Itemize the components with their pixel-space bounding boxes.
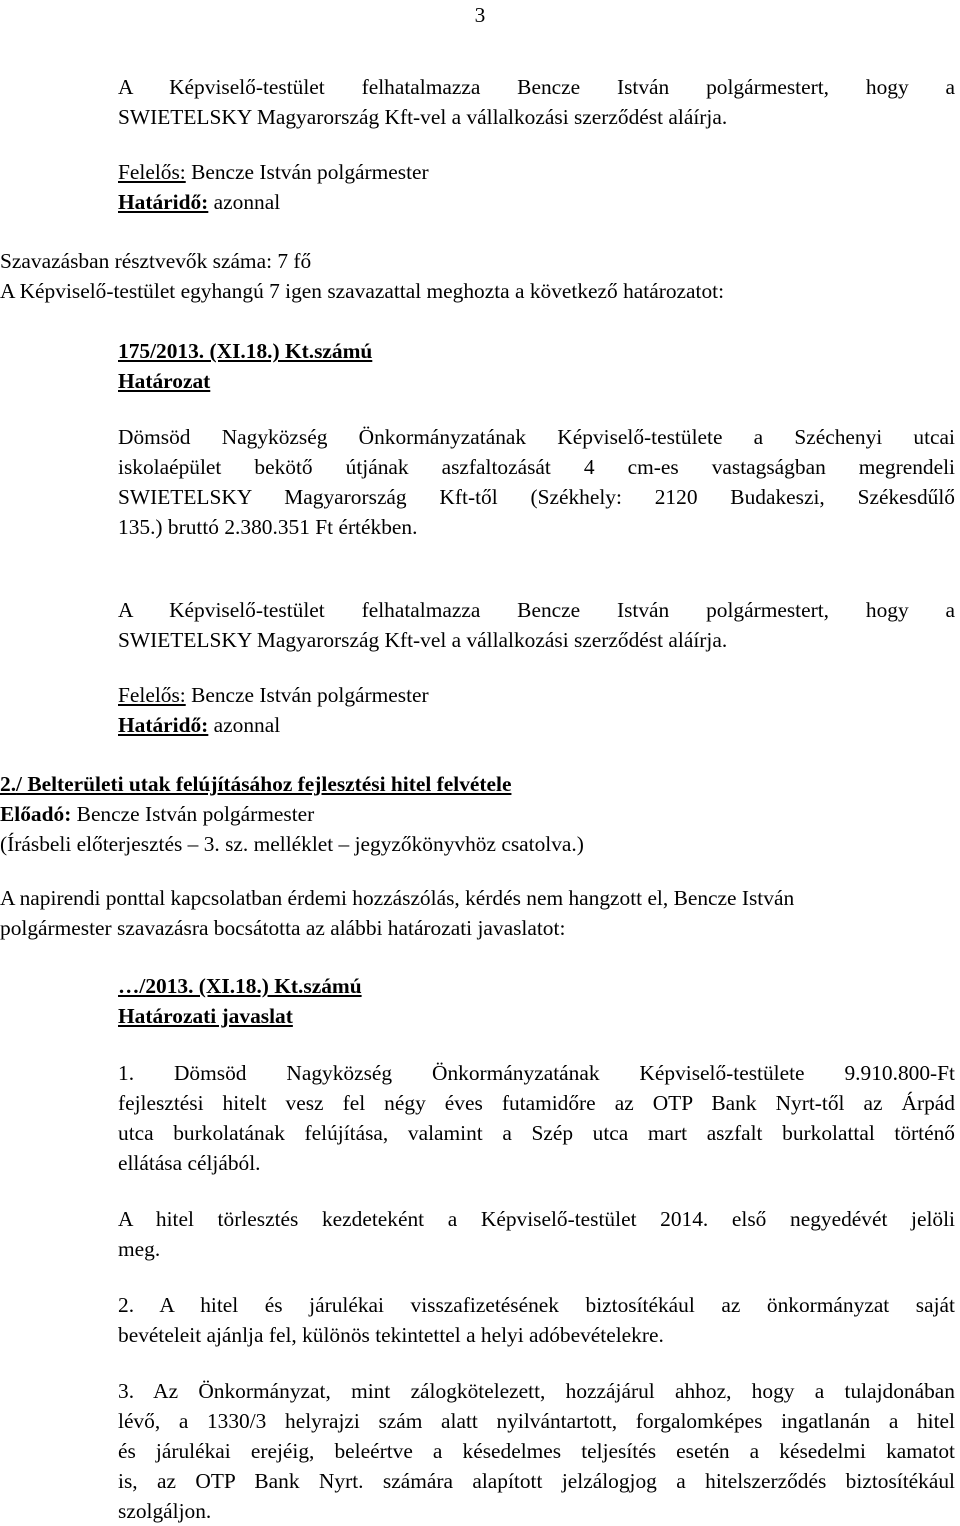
text-line: szolgáljon. xyxy=(118,1499,212,1523)
deadline-line xyxy=(118,187,955,217)
text-line: A Képviselő-testület felhatalmazza Bencze István polgármestert, hogy a xyxy=(118,75,955,99)
text-line: utca burkolatának felújítása, valamint a Szép utca mart aszfalt burkolattal történő xyxy=(118,1121,955,1145)
text-line: SWIETELSKY Magyarország Kft-vel a vállalkozási szerződést aláírja. xyxy=(118,628,728,652)
text-line: bevételeit ajánlja fel, különös tekintettel a helyi adóbevételekre. xyxy=(118,1323,664,1347)
draft-resolution-heading xyxy=(118,971,955,1031)
text-line: is, az OTP Bank Nyrt. számára alapított jelzálogjog a hitelszerződés biztosítékául xyxy=(118,1469,955,1493)
text-line: meg. xyxy=(118,1237,161,1261)
text-line: lévő, a 1330/3 helyrajzi szám alatt nyilvántartott, forgalomképes ingatlanán a hitel xyxy=(118,1409,955,1433)
resolution-body xyxy=(118,422,955,542)
deadline-label: Határidő: xyxy=(118,713,209,737)
draft-item-1 xyxy=(118,1058,955,1178)
text-line: SWIETELSKY Magyarország Kft-vel a vállalkozási szerződést aláírja. xyxy=(118,105,728,129)
deadline-line xyxy=(118,710,955,740)
responsibility-block xyxy=(118,157,955,217)
text-line: fejlesztési hitelt vesz fel négy éves futamidőre az OTP Bank Nyrt-től az Árpád xyxy=(118,1091,955,1115)
agenda-number: 2. xyxy=(0,772,17,796)
responsible-value: Bencze István polgármester xyxy=(185,160,429,184)
text-line: polgármester szavazásra bocsátotta az alábbi határozati javaslatot: xyxy=(0,916,566,940)
deadline-label: Határidő: xyxy=(118,190,209,214)
text-line: és járulékai erejéig, beleértve a késedelmes teljesítés esetén a késedelmi kamatot xyxy=(118,1439,955,1463)
text-line: 135.) bruttó 2.380.351 Ft értékben. xyxy=(118,515,418,539)
deadline-value: azonnal xyxy=(208,713,281,737)
vote-participants: Szavazásban résztvevők száma: 7 fő xyxy=(0,249,312,273)
text-line: 2. A hitel és járulékai visszafizetésének biztosítékául az önkormányzat saját xyxy=(118,1293,955,1317)
text-line: A Képviselő-testület felhatalmazza Bencze István polgármestert, hogy a xyxy=(118,598,955,622)
agenda-item xyxy=(0,769,955,859)
draft-resolution-number: …/2013. (XI.18.) Kt.számú xyxy=(118,974,362,998)
discussion-paragraph xyxy=(0,883,955,943)
text-line: iskolaépület bekötő útjának aszfaltozását 4 cm-es vastagságban megrendeli xyxy=(118,455,955,479)
agenda-title xyxy=(0,769,955,799)
resolution-type: Határozat xyxy=(118,369,211,393)
authorization-paragraph xyxy=(118,72,955,132)
text-line: 1. Dömsöd Nagyközség Önkormányzatának Képviselő-testülete 9.910.800-Ft xyxy=(118,1061,955,1085)
responsible-label: Felelős: xyxy=(118,160,186,184)
presenter-line xyxy=(0,799,955,829)
page-number xyxy=(0,0,960,30)
draft-item-3 xyxy=(118,1376,955,1526)
resolution-heading xyxy=(118,336,955,396)
text-line: A hitel törlesztés kezdeteként a Képviselő-testület 2014. első negyedévét jelöli xyxy=(118,1207,955,1231)
text-line: A napirendi ponttal kapcsolatban érdemi hozzászólás, kérdés nem hangzott el, Bencze István xyxy=(0,886,795,910)
page-number-text: 3 xyxy=(474,3,486,27)
text-line: 3. Az Önkormányzat, mint zálogkötelezett, hozzájárul ahhoz, hogy a tulajdonában xyxy=(118,1379,955,1403)
text-line: ellátása céljából. xyxy=(118,1151,261,1175)
agenda-title-text: / Belterületi utak felújításához fejlesztési hitel felvétele xyxy=(16,772,512,796)
responsible-label: Felelős: xyxy=(118,683,186,707)
responsible-line xyxy=(118,157,955,187)
resolution-number: 175/2013. (XI.18.) Kt.számú xyxy=(118,339,373,363)
presenter-value: Bencze István polgármester xyxy=(71,802,315,826)
attachment-note: (Írásbeli előterjesztés – 3. sz. melléklet – jegyzőkönyvhöz csatolva.) xyxy=(0,832,584,856)
text-line: Dömsöd Nagyközség Önkormányzatának Képviselő-testülete a Széchenyi utcai xyxy=(118,425,955,449)
repayment-paragraph xyxy=(118,1204,955,1264)
responsible-line xyxy=(118,680,955,710)
draft-resolution-type: Határozati javaslat xyxy=(118,1004,293,1028)
presenter-label: Előadó: xyxy=(0,802,72,826)
draft-item-2 xyxy=(118,1290,955,1350)
responsibility-block xyxy=(118,680,955,740)
deadline-value: azonnal xyxy=(208,190,281,214)
vote-block xyxy=(0,246,955,306)
responsible-value: Bencze István polgármester xyxy=(185,683,429,707)
text-line: SWIETELSKY Magyarország Kft-től (Székhely: 2120 Budakeszi, Székesdűlő xyxy=(118,485,955,509)
authorization-paragraph xyxy=(118,595,955,655)
vote-result: A Képviselő-testület egyhangú 7 igen szavazattal meghozta a következő határozatot: xyxy=(0,279,725,303)
